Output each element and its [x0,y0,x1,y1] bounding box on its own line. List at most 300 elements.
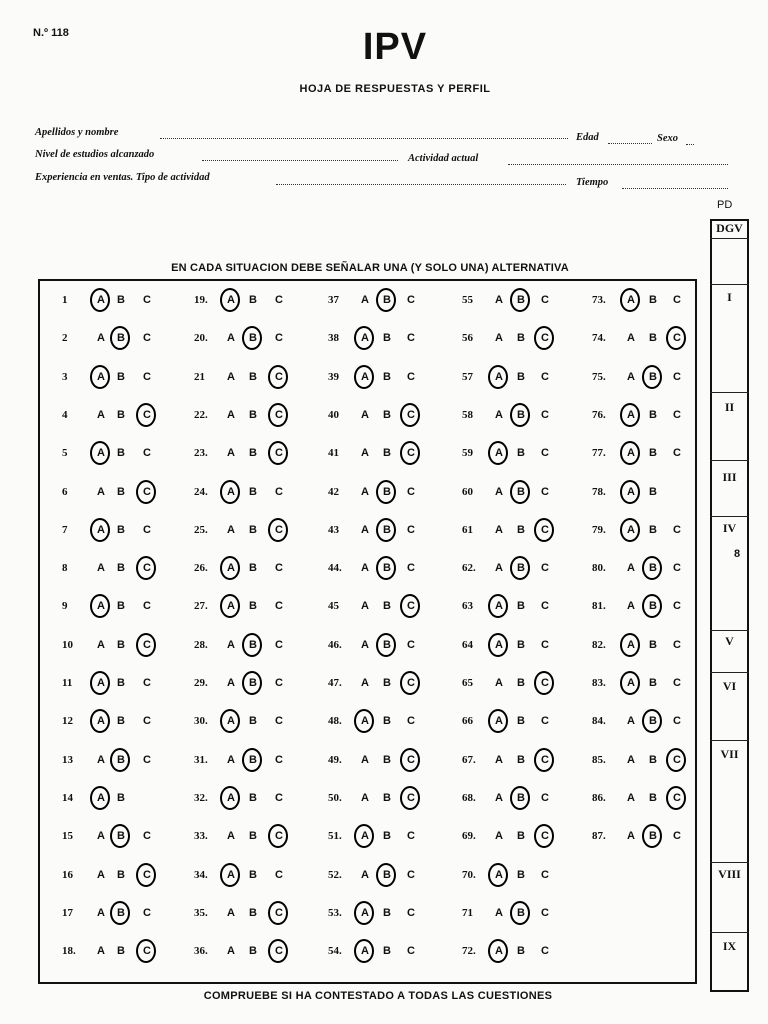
option-b[interactable]: B [649,523,657,536]
option-b[interactable]: B [249,600,257,613]
option-b-marked[interactable]: B [114,830,128,842]
option-c[interactable]: C [673,447,681,460]
scale-label-i: I [727,290,732,304]
option-b[interactable]: B [249,523,257,536]
option-a-marked[interactable]: A [492,600,506,612]
option-b[interactable]: B [383,715,391,728]
option-a-marked[interactable]: A [224,294,238,306]
option-c[interactable]: C [275,600,283,613]
option-b[interactable]: B [117,638,125,651]
option-b-marked[interactable]: B [114,907,128,919]
option-a[interactable]: A [495,523,503,536]
option-c[interactable]: C [275,677,283,689]
option-b-marked[interactable]: B [380,294,394,306]
option-b-marked[interactable]: B [514,409,528,421]
option-a-marked[interactable]: A [94,371,108,383]
option-b[interactable]: B [117,791,125,804]
option-b-marked[interactable]: B [646,371,660,383]
option-b[interactable]: B [249,906,257,919]
option-b-marked[interactable]: B [246,754,260,766]
option-c-marked[interactable]: C [140,486,154,498]
option-a[interactable]: A [495,332,503,345]
option-b[interactable]: B [649,638,657,651]
option-b[interactable]: B [649,677,657,689]
option-b[interactable]: B [649,447,657,460]
option-a[interactable]: A [97,408,105,421]
option-c[interactable]: C [541,600,549,613]
option-c-marked[interactable]: C [538,524,552,536]
option-c-marked[interactable]: C [670,792,684,804]
option-c[interactable]: C [541,638,549,651]
option-c[interactable]: C [541,408,549,421]
option-a-marked[interactable]: A [94,524,108,536]
option-b[interactable]: B [117,294,125,306]
option-c[interactable]: C [143,753,151,766]
option-a-marked[interactable]: A [358,332,372,344]
option-a[interactable]: A [227,677,235,689]
option-b[interactable]: B [517,370,525,383]
option-c[interactable]: C [407,830,415,843]
option-c[interactable]: C [275,753,283,766]
item-number: 28. [194,638,208,651]
option-c[interactable]: C [673,638,681,651]
option-b[interactable]: B [383,753,391,766]
option-c-marked[interactable]: C [404,754,418,766]
option-c[interactable]: C [407,638,415,651]
option-a[interactable]: A [495,677,503,689]
option-b-marked[interactable]: B [514,294,528,306]
option-a-marked[interactable]: A [94,792,108,804]
answer-item [194,941,324,965]
option-c-marked[interactable]: C [670,754,684,766]
option-a[interactable]: A [227,523,235,536]
option-a[interactable]: A [97,638,105,651]
option-b[interactable]: B [649,294,657,306]
option-a[interactable]: A [227,638,235,651]
option-a[interactable]: A [97,562,105,575]
option-b[interactable]: B [249,562,257,575]
field-line-actividad[interactable] [508,164,728,165]
option-c[interactable]: C [673,677,681,689]
option-a-marked[interactable]: A [94,600,108,612]
answer-item [592,596,722,620]
option-b[interactable]: B [249,868,257,881]
option-a-marked[interactable]: A [492,869,506,881]
option-c-marked[interactable]: C [140,945,154,957]
option-c[interactable]: C [143,830,151,843]
option-c[interactable]: C [275,485,283,498]
answer-item [462,750,592,774]
option-c[interactable]: C [541,370,549,383]
option-a[interactable]: A [227,830,235,843]
option-b[interactable]: B [117,677,125,689]
option-c-marked[interactable]: C [538,332,552,344]
scale-divider [710,284,749,285]
option-b[interactable]: B [517,715,525,728]
option-b[interactable]: B [249,485,257,498]
option-b[interactable]: B [517,868,525,881]
field-label-nivel: Nivel de estudios alcanzado [35,149,155,160]
option-c-marked[interactable]: C [140,562,154,574]
option-a-marked[interactable]: A [94,447,108,459]
option-c[interactable]: C [275,791,283,804]
option-a-marked[interactable]: A [224,600,238,612]
option-b[interactable]: B [383,370,391,383]
option-a[interactable]: A [627,370,635,383]
option-b-marked[interactable]: B [514,792,528,804]
item-number: 13 [62,753,73,766]
option-c[interactable]: C [275,715,283,728]
option-b[interactable]: B [117,408,125,421]
option-a[interactable]: A [227,945,235,958]
option-c[interactable]: C [275,868,283,881]
option-b[interactable]: B [649,753,657,766]
option-b[interactable]: B [383,906,391,919]
option-c-marked[interactable]: C [272,409,286,421]
option-b[interactable]: B [383,408,391,421]
option-a[interactable]: A [361,523,369,536]
option-c[interactable]: C [143,332,151,345]
answer-item [328,558,458,582]
option-a-marked[interactable]: A [492,715,506,727]
option-b-marked[interactable]: B [380,524,394,536]
option-b[interactable]: B [249,945,257,958]
option-a[interactable]: A [627,332,635,345]
option-b[interactable]: B [117,868,125,881]
option-b[interactable]: B [249,447,257,460]
option-b-marked[interactable]: B [514,907,528,919]
option-c[interactable]: C [673,523,681,536]
option-b[interactable]: B [383,830,391,843]
option-b[interactable]: B [249,294,257,306]
option-a[interactable]: A [495,753,503,766]
option-a[interactable]: A [495,485,503,498]
option-c[interactable]: C [673,715,681,728]
option-a[interactable]: A [361,562,369,575]
option-c-marked[interactable]: C [272,830,286,842]
option-a-marked[interactable]: A [624,524,638,536]
answer-item [194,482,324,506]
option-b[interactable]: B [249,715,257,728]
option-a-marked[interactable]: A [624,447,638,459]
option-a-marked[interactable]: A [358,945,372,957]
option-a[interactable]: A [627,600,635,613]
option-a[interactable]: A [495,408,503,421]
option-a[interactable]: A [495,830,503,843]
option-a[interactable]: A [495,791,503,804]
option-c[interactable]: C [407,294,415,306]
option-b-marked[interactable]: B [380,639,394,651]
option-b-marked[interactable]: B [114,754,128,766]
option-b[interactable]: B [249,370,257,383]
option-b[interactable]: B [649,485,657,498]
scale-label-vi: VI [722,679,737,693]
option-a-marked[interactable]: A [492,371,506,383]
option-c-marked[interactable]: C [404,409,418,421]
option-b[interactable]: B [117,600,125,613]
option-c[interactable]: C [407,945,415,958]
field-line-apellidos[interactable] [160,138,568,139]
option-c[interactable]: C [143,677,151,689]
option-a[interactable]: A [97,945,105,958]
option-a-marked[interactable]: A [492,945,506,957]
field-line-nivel[interactable] [202,160,398,161]
option-a[interactable]: A [361,677,369,689]
option-c[interactable]: C [407,715,415,728]
option-c[interactable]: C [143,523,151,536]
option-a[interactable]: A [227,370,235,383]
option-b[interactable]: B [517,638,525,651]
option-a-marked[interactable]: A [624,294,638,306]
option-b[interactable]: B [117,370,125,383]
option-c[interactable]: C [541,791,549,804]
option-c-marked[interactable]: C [538,830,552,842]
option-c[interactable]: C [275,332,283,345]
item-number: 16 [62,868,73,881]
option-b[interactable]: B [517,523,525,536]
option-a[interactable]: A [627,562,635,575]
option-b[interactable]: B [517,600,525,613]
answer-item [328,290,458,314]
option-c[interactable]: C [407,332,415,345]
item-number: 46. [328,638,342,651]
option-c-marked[interactable]: C [140,869,154,881]
option-b-marked[interactable]: B [246,639,260,651]
option-a[interactable]: A [361,447,369,460]
option-c[interactable]: C [407,370,415,383]
option-c-marked[interactable]: C [272,447,286,459]
option-a-marked[interactable]: A [492,447,506,459]
option-c[interactable]: C [275,294,283,306]
option-a[interactable]: A [361,408,369,421]
field-line-sexo[interactable] [686,144,694,145]
option-b[interactable]: B [649,791,657,804]
option-c-marked[interactable]: C [404,600,418,612]
option-b-marked[interactable]: B [380,486,394,498]
option-a[interactable]: A [97,830,105,843]
option-a-marked[interactable]: A [94,677,108,689]
option-b-marked[interactable]: B [246,677,260,689]
option-a[interactable]: A [361,791,369,804]
option-c-marked[interactable]: C [272,371,286,383]
option-c-marked[interactable]: C [404,792,418,804]
scale-divider [710,932,749,933]
option-c-marked[interactable]: C [272,907,286,919]
option-b-marked[interactable]: B [646,715,660,727]
option-b[interactable]: B [383,677,391,689]
option-a-marked[interactable]: A [224,792,238,804]
answer-item [592,750,722,774]
item-number: 9 [62,600,68,613]
option-c-marked[interactable]: C [140,639,154,651]
option-b-marked[interactable]: B [246,332,260,344]
option-b-marked[interactable]: B [380,562,394,574]
option-b[interactable]: B [517,447,525,460]
option-a-marked[interactable]: A [224,869,238,881]
option-c-marked[interactable]: C [404,447,418,459]
item-number: 87. [592,830,606,843]
option-a[interactable]: A [227,906,235,919]
option-c[interactable]: C [673,562,681,575]
option-a[interactable]: A [97,485,105,498]
option-b[interactable]: B [117,715,125,728]
option-a[interactable]: A [495,294,503,306]
option-b-marked[interactable]: B [646,600,660,612]
option-a[interactable]: A [627,791,635,804]
option-c[interactable]: C [541,715,549,728]
option-c[interactable]: C [275,562,283,575]
option-b[interactable]: B [649,332,657,345]
option-b[interactable]: B [383,447,391,460]
option-a-marked[interactable]: A [358,715,372,727]
option-c[interactable]: C [143,294,151,306]
option-a[interactable]: A [97,868,105,881]
page-title: IPV [362,26,428,68]
option-b[interactable]: B [249,830,257,843]
option-c[interactable]: C [143,906,151,919]
answer-item [328,520,458,544]
option-c[interactable]: C [541,447,549,460]
option-b-marked[interactable]: B [514,486,528,498]
scale-divider [710,740,749,741]
option-b-marked[interactable]: B [114,332,128,344]
option-a-marked[interactable]: A [358,830,372,842]
option-c[interactable]: C [407,523,415,536]
option-b[interactable]: B [117,945,125,958]
option-c[interactable]: C [541,945,549,958]
option-a[interactable]: A [627,715,635,728]
footer-note: COMPRUEBE SI HA CONTESTADO A TODAS LAS CUESTIONES [203,990,553,1002]
option-c[interactable]: C [541,906,549,919]
option-c-marked[interactable]: C [538,754,552,766]
option-b[interactable]: B [517,332,525,345]
option-b[interactable]: B [117,447,125,460]
option-c[interactable]: C [407,485,415,498]
option-b[interactable]: B [517,677,525,689]
option-a-marked[interactable]: A [358,371,372,383]
option-c[interactable]: C [143,600,151,613]
item-number: 49. [328,753,342,766]
option-a[interactable]: A [627,830,635,843]
option-c[interactable]: C [143,715,151,728]
option-a-marked[interactable]: A [224,486,238,498]
field-line-tiempo[interactable] [622,188,728,189]
option-c[interactable]: C [143,447,151,460]
scale-label-viii: VIII [718,867,741,881]
option-a-marked[interactable]: A [624,639,638,651]
option-a[interactable]: A [227,408,235,421]
field-label-experiencia: Experiencia en ventas. Tipo de actividad [35,172,210,183]
option-b[interactable]: B [117,562,125,575]
answer-item [462,635,592,659]
option-b-marked[interactable]: B [514,562,528,574]
option-c[interactable]: C [541,868,549,881]
option-b[interactable]: B [249,408,257,421]
option-a-marked[interactable]: A [94,715,108,727]
option-a[interactable]: A [227,753,235,766]
option-c-marked[interactable]: C [272,945,286,957]
field-line-experiencia[interactable] [276,184,566,185]
option-a-marked[interactable]: A [492,639,506,651]
option-b[interactable]: B [383,945,391,958]
option-a-marked[interactable]: A [224,715,238,727]
option-b[interactable]: B [517,945,525,958]
item-number: 29. [194,677,208,689]
option-c[interactable]: C [673,408,681,421]
item-number: 84. [592,715,606,728]
answer-item [328,788,458,812]
option-c-marked[interactable]: C [404,677,418,689]
option-c-marked[interactable]: C [538,677,552,689]
option-a-marked[interactable]: A [358,907,372,919]
option-b[interactable]: B [517,830,525,843]
option-c[interactable]: C [275,638,283,651]
option-b-marked[interactable]: B [646,830,660,842]
option-b-marked[interactable]: B [380,869,394,881]
option-a[interactable]: A [227,332,235,345]
option-c-marked[interactable]: C [140,409,154,421]
option-c[interactable]: C [407,562,415,575]
option-a[interactable]: A [361,485,369,498]
option-c[interactable]: C [407,906,415,919]
option-a-marked[interactable]: A [624,677,638,689]
option-b[interactable]: B [117,523,125,536]
option-b[interactable]: B [383,791,391,804]
option-c[interactable]: C [673,370,681,383]
item-number: 17 [62,906,73,919]
option-c[interactable]: C [143,370,151,383]
form-serial-number: N.º 118 [33,27,69,39]
option-b[interactable]: B [117,485,125,498]
option-c[interactable]: C [407,868,415,881]
option-b[interactable]: B [517,753,525,766]
answer-item [62,788,192,812]
option-b[interactable]: B [649,408,657,421]
option-a[interactable]: A [97,906,105,919]
option-a[interactable]: A [361,753,369,766]
option-a[interactable]: A [495,906,503,919]
option-c-marked[interactable]: C [272,524,286,536]
option-a[interactable]: A [361,868,369,881]
option-c[interactable]: C [673,600,681,613]
option-a[interactable]: A [495,562,503,575]
option-b[interactable]: B [249,791,257,804]
option-a[interactable]: A [361,638,369,651]
option-a[interactable]: A [97,753,105,766]
option-c[interactable]: C [541,562,549,575]
option-b[interactable]: B [383,600,391,613]
option-a-marked[interactable]: A [94,294,108,306]
option-c-marked[interactable]: C [670,332,684,344]
item-number: 68. [462,791,476,804]
option-a-marked[interactable]: A [624,409,638,421]
field-line-edad[interactable] [608,143,652,144]
option-a-marked[interactable]: A [624,486,638,498]
option-a-marked[interactable]: A [224,562,238,574]
option-c[interactable]: C [673,294,681,306]
option-a[interactable]: A [97,332,105,345]
option-a[interactable]: A [227,447,235,460]
option-a[interactable]: A [627,753,635,766]
option-c[interactable]: C [541,485,549,498]
option-b-marked[interactable]: B [646,562,660,574]
option-c[interactable]: C [541,294,549,306]
option-a[interactable]: A [361,600,369,613]
item-number: 18. [62,945,76,958]
option-c[interactable]: C [673,830,681,843]
option-a[interactable]: A [361,294,369,306]
option-b[interactable]: B [383,332,391,345]
